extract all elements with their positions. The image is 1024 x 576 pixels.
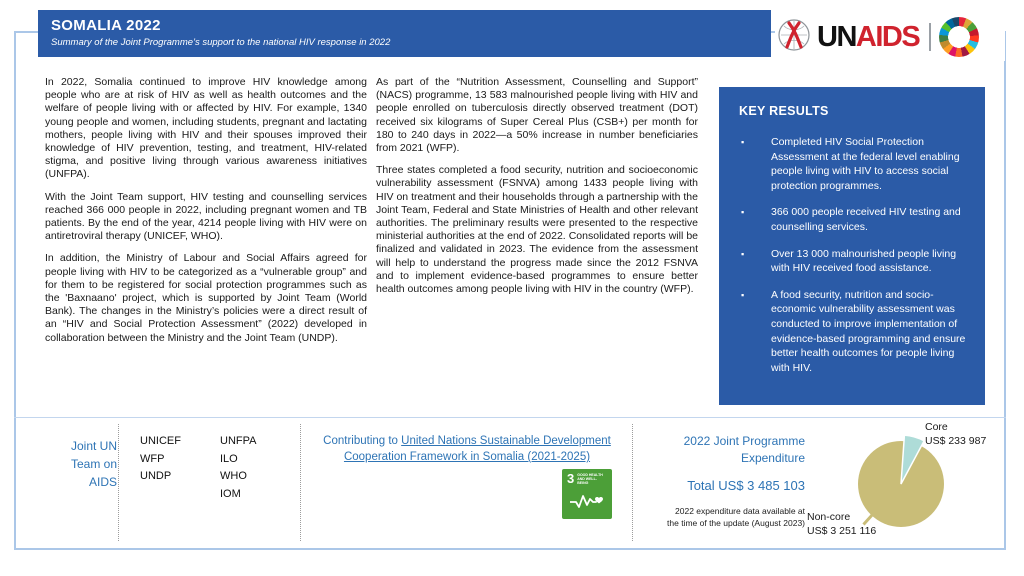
expenditure-pie-chart: [805, 420, 1010, 550]
footer-vertical-divider: [118, 424, 119, 541]
contributing-prefix: Contributing to: [323, 435, 402, 447]
key-result-item: ▪ 366 000 people received HIV testing and counselling services.: [739, 205, 969, 234]
pie-label-noncore: Non-core US$ 3 251 116: [807, 511, 877, 537]
paragraph: In 2022, Somalia continued to improve HIV knowledge among people who are at risk of HIV as well as health outcomes and the welfare of people living with or affected by HIV. For example, 1340 young people and women, including students, pregnant and lactating mothers, people living with HIV and their spouses improved their knowledge of HIV prevention, testing, and treatment, HIV-related stigma, and positive living through various awareness initiatives (UNFPA).: [45, 76, 367, 181]
agency-item: ILO: [220, 452, 238, 465]
footer-vertical-divider: [632, 424, 633, 541]
agency-item: UNFPA: [220, 435, 257, 447]
paragraph: In addition, the Ministry of Labour and Social Affairs agreed for people living with HIV to be categorized as a “vulnerable group” and for them to be registered for social protection programmes such as the 'Baxnaano' project, which is supported by Joint Team (World Bank). The changes in the Ministry’s policies were a direct result of an “HIV and Social Protection Assessment” (2022) developed in collaboration between the Ministry and the Joint Team (UNDP).: [45, 252, 367, 344]
expenditure-total: Total US$ 3 485 103: [687, 478, 805, 493]
unaids-wordmark-un: UN: [817, 20, 856, 53]
key-result-item: ▪ Completed HIV Social Protection Assessment at the federal level enabling people living with HIV to access social protection programmes.: [739, 135, 969, 193]
footer-divider-line: [14, 417, 1006, 418]
sdg3-label: GOOD HEALTH AND WELL-BEING: [577, 473, 603, 485]
joint-team-label: Joint UN Team on AIDS: [70, 439, 117, 489]
key-results-panel: [719, 87, 985, 405]
cooperation-framework-link[interactable]: United Nations Sustainable Development Cooperation Framework in Somalia (2021-2025): [343, 435, 611, 463]
logo-separator: [929, 23, 931, 51]
key-result-item: ▪ A food security, nutrition and socio-economic vulnerability assessment was conducted to improve implementation of evidence-based programming and ensure better health outcomes for people living with HIV.: [739, 288, 969, 376]
paragraph: As part of the “Nutrition Assessment, Counselling and Support” (NACS) programme, 13 583 malnourished people living with HIV and people enrolled on tuberculosis directly observed treatment (DOT) received six kilograms of Super Cereal Plus (CSB+) per month for 180 to 240 days in 2022—a 50% increase in number beneficiaries from 2021 (WFP).: [376, 76, 698, 155]
header-bar: [38, 10, 771, 57]
agency-item: UNICEF: [140, 435, 181, 447]
agency-item: UNDP: [140, 470, 172, 482]
key-results-title: KEY RESULTS: [739, 104, 829, 118]
agency-item: WFP: [140, 452, 165, 465]
left-text-column: [45, 76, 367, 354]
pie-label-core: Core US$ 233 987: [925, 421, 987, 447]
expenditure-section: [640, 433, 805, 529]
sdg3-icon: [562, 469, 612, 519]
unaids-wordmark: [817, 20, 920, 53]
agency-item: WHO: [220, 470, 247, 482]
unaids-logo: [775, 13, 1005, 61]
unaids-ribbon-emblem-icon: [775, 15, 813, 60]
page-subtitle: Summary of the Joint Programme’s support to the national HIV response in 2022: [51, 37, 391, 48]
sdg3-number: 3: [567, 471, 575, 486]
paragraph: With the Joint Team support, HIV testing and counselling services reached 366 000 people in 2022, including pregnant women and TB patients. By the end of the year, 4214 people living with HIV were on antiretroviral therapy (UNICEF, WHO).: [45, 190, 367, 243]
agency-item: IOM: [220, 487, 241, 500]
expenditure-note: 2022 expenditure data available at the time of the update (August 2023): [667, 506, 805, 528]
key-results-list: [739, 135, 969, 375]
paragraph: Three states completed a food security, nutrition and socioeconomic vulnerability assessment (FSNVA) among 1433 people living with HIV on treatment and their households through a partnership with the Joint Team, Federal and State Ministries of Health and other relevant authorities. The preliminary results were presented to the respective ministerial authorities at the end of 2022. Consolidated reports will be finalized and validated in 2023. The evidence from the assessment will help to understand the progress made since the 2012 FSNVA and to implement evidence-based programmes to ensure better health outcomes among people living with HIV in the country (WFP).: [376, 164, 698, 296]
sdg-color-wheel-icon: [939, 17, 979, 57]
unaids-wordmark-aids: AIDS: [855, 20, 920, 53]
agency-list-1: [140, 433, 181, 486]
heartbeat-icon: [570, 491, 606, 511]
footer-vertical-divider: [300, 424, 301, 541]
key-result-item: ▪ Over 13 000 malnourished people living with HIV received food assistance.: [739, 247, 969, 276]
agency-list-2: [220, 433, 256, 503]
page-title: SOMALIA 2022: [51, 17, 161, 34]
middle-text-column: [376, 76, 698, 305]
contributing-section: [306, 433, 628, 465]
expenditure-title: 2022 Joint Programme Expenditure: [683, 434, 805, 465]
